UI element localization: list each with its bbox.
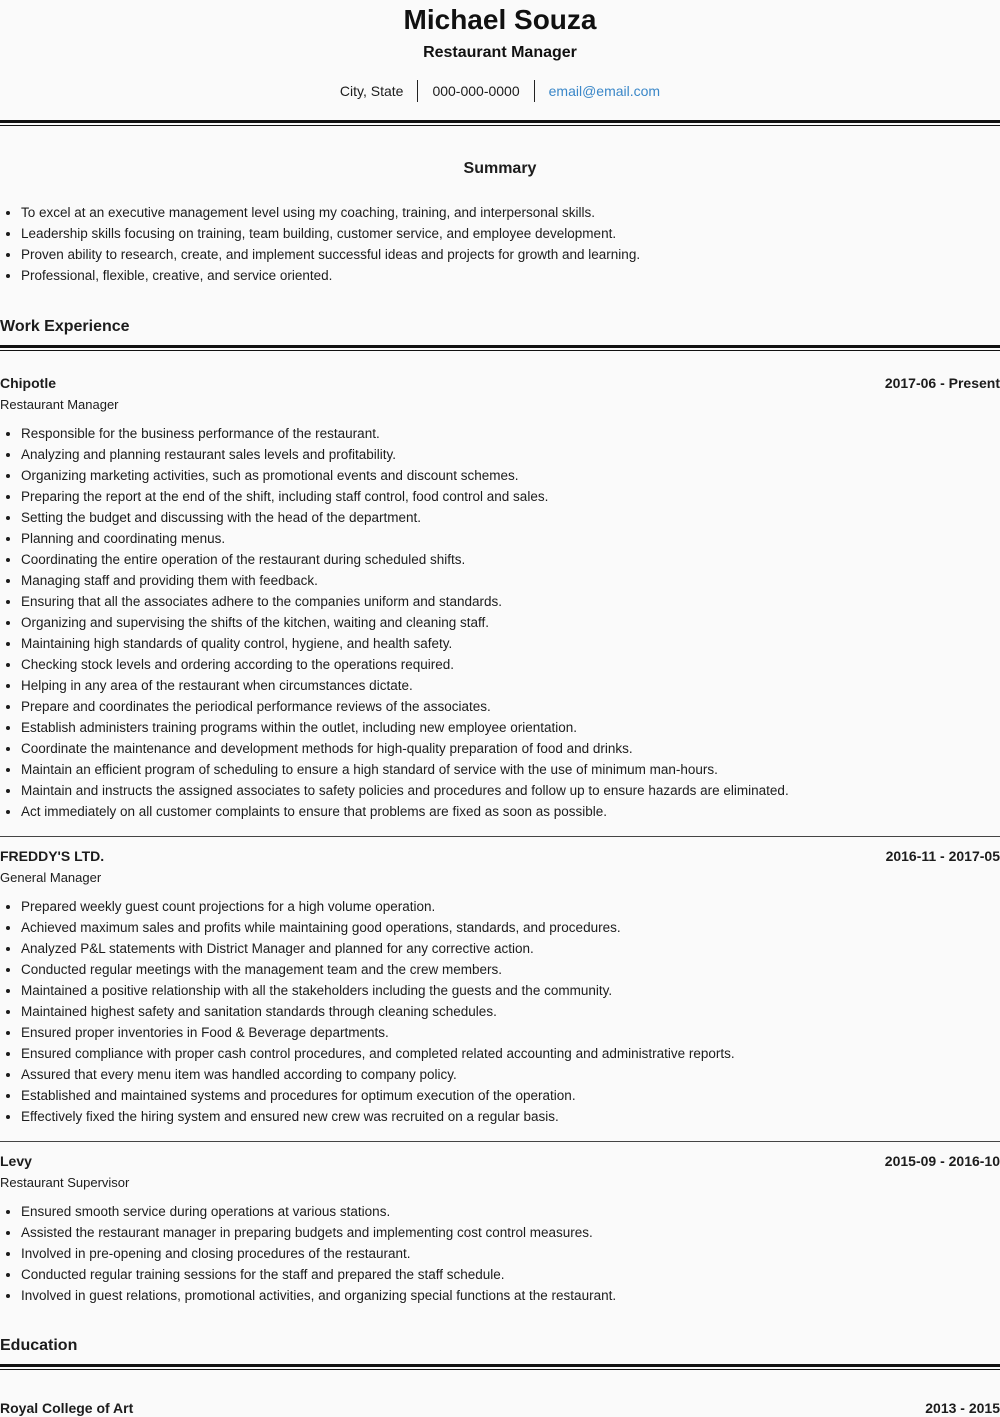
job-bullet: • Ensured proper inventories in Food & Beverage departments.	[21, 1022, 1000, 1043]
job-bullet: • Ensuring that all the associates adhere to the companies uniform and standards.	[21, 591, 1000, 612]
job-bullet: • Organizing and supervising the shifts of the kitchen, waiting and cleaning staff.	[21, 612, 1000, 633]
job-bullet: • Maintain an efficient program of scheduling to ensure a high standard of service with the use of minimum man-hours.	[21, 759, 1000, 780]
header-divider	[0, 120, 1000, 126]
education-entry	[0, 1399, 1000, 1417]
contact-phone: 000-000-0000	[432, 83, 520, 99]
education-dates: 2013 - 2015	[925, 1400, 1000, 1416]
job-bullet: • Assured that every menu item was handled according to company policy.	[21, 1064, 1000, 1085]
job-company: FREDDY'S LTD.	[0, 848, 105, 864]
job-entry	[0, 374, 1000, 837]
job-bullet: • Checking stock levels and ordering according to the operations required.	[21, 654, 1000, 675]
candidate-title: Restaurant Manager	[423, 44, 577, 61]
contact-location: City, State	[339, 83, 404, 99]
job-bullet: • Established and maintained systems and procedures for optimum execution of the operation.	[21, 1085, 1000, 1106]
job-company: Levy	[0, 1153, 32, 1169]
job-bullet: • Responsible for the business performance of the restaurant.	[21, 423, 1000, 444]
job-bullet: • Analyzed P&L statements with District Manager and planned for any corrective action.	[21, 938, 1000, 959]
job-bullet: • Prepared weekly guest count projections for a high volume operation.	[21, 896, 1000, 917]
job-bullet: • Maintain and instructs the assigned associates to safety policies and procedures and follow up to ensure hazards are eliminated.	[21, 780, 1000, 801]
job-bullet: • Ensured smooth service during operations at various stations.	[21, 1201, 1000, 1222]
contact-email-link[interactable]: email@email.com	[548, 83, 661, 99]
job-bullet: • Involved in pre-opening and closing procedures of the restaurant.	[21, 1243, 1000, 1264]
summary-item: • Leadership skills focusing on training, team building, customer service, and employee development.	[21, 223, 1000, 244]
summary-item: • To excel at an executive management level using my coaching, training, and interpersonal skills.	[21, 202, 1000, 223]
job-divider	[0, 836, 1000, 837]
education-heading: Education	[0, 1337, 78, 1354]
resume-header	[0, 0, 1000, 103]
job-bullet: • Act immediately on all customer complaints to ensure that problems are fixed as soon as possible.	[21, 801, 1000, 822]
job-bullet: • Effectively fixed the hiring system and ensured new crew was recruited on a regular basis.	[21, 1106, 1000, 1127]
job-bullet: • Assisted the restaurant manager in preparing budgets and implementing cost control measures.	[21, 1222, 1000, 1243]
summary-list	[0, 202, 1000, 286]
job-bullet: • Maintained a positive relationship with all the stakeholders including the guests and the community.	[21, 980, 1000, 1001]
job-bullet: • Establish administers training programs within the outlet, including new employee orientation.	[21, 717, 1000, 738]
job-bullet: • Involved in guest relations, promotional activities, and organizing special functions at the restaurant.	[21, 1285, 1000, 1306]
section-divider	[0, 1364, 1000, 1370]
job-bullet: • Prepare and coordinates the periodical performance reviews of the associates.	[21, 696, 1000, 717]
job-role: Restaurant Manager	[0, 397, 119, 412]
job-bullets	[0, 423, 1000, 822]
job-bullet: • Achieved maximum sales and profits while maintaining good operations, standards, and procedures.	[21, 917, 1000, 938]
summary-item: • Professional, flexible, creative, and service oriented.	[21, 265, 1000, 286]
job-bullet: • Maintained highest safety and sanitation standards through cleaning schedules.	[21, 1001, 1000, 1022]
job-bullets	[0, 896, 1000, 1127]
education-school: Royal College of Art	[0, 1400, 134, 1416]
job-bullet: • Coordinating the entire operation of the restaurant during scheduled shifts.	[21, 549, 1000, 570]
job-bullet: • Coordinate the maintenance and development methods for high-quality preparation of food and drinks.	[21, 738, 1000, 759]
job-bullet: • Maintaining high standards of quality control, hygiene, and health safety.	[21, 633, 1000, 654]
section-divider	[0, 345, 1000, 351]
contact-bar	[0, 79, 1000, 103]
job-bullet: • Preparing the report at the end of the shift, including staff control, food control and sales.	[21, 486, 1000, 507]
job-company: Chipotle	[0, 375, 56, 391]
job-dates: 2015-09 - 2016-10	[884, 1153, 1000, 1169]
summary-heading: Summary	[463, 160, 537, 177]
job-role: General Manager	[0, 870, 102, 885]
job-dates: 2016-11 - 2017-05	[885, 848, 1000, 864]
job-bullet: • Organizing marketing activities, such as promotional events and discount schemes.	[21, 465, 1000, 486]
job-divider	[0, 1141, 1000, 1142]
job-role: Restaurant Supervisor	[0, 1175, 130, 1190]
job-bullet: • Ensured compliance with proper cash control procedures, and completed related accounting and administrative reports.	[21, 1043, 1000, 1064]
job-entry	[0, 847, 1000, 1142]
job-bullet: • Helping in any area of the restaurant when circumstances dictate.	[21, 675, 1000, 696]
job-bullets	[0, 1201, 1000, 1306]
job-bullet: • Managing staff and providing them with feedback.	[21, 570, 1000, 591]
summary-item: • Proven ability to research, create, and implement successful ideas and projects for growth and learning.	[21, 244, 1000, 265]
work-experience-heading: Work Experience	[0, 318, 130, 335]
job-bullet: • Setting the budget and discussing with the head of the department.	[21, 507, 1000, 528]
job-entry	[0, 1152, 1000, 1306]
job-dates: 2017-06 - Present	[884, 375, 1000, 391]
job-bullet: • Planning and coordinating menus.	[21, 528, 1000, 549]
candidate-name: Michael Souza	[403, 4, 597, 35]
job-bullet: • Analyzing and planning restaurant sales levels and profitability.	[21, 444, 1000, 465]
job-bullet: • Conducted regular training sessions for the staff and prepared the staff schedule.	[21, 1264, 1000, 1285]
job-bullet: • Conducted regular meetings with the management team and the crew members.	[21, 959, 1000, 980]
